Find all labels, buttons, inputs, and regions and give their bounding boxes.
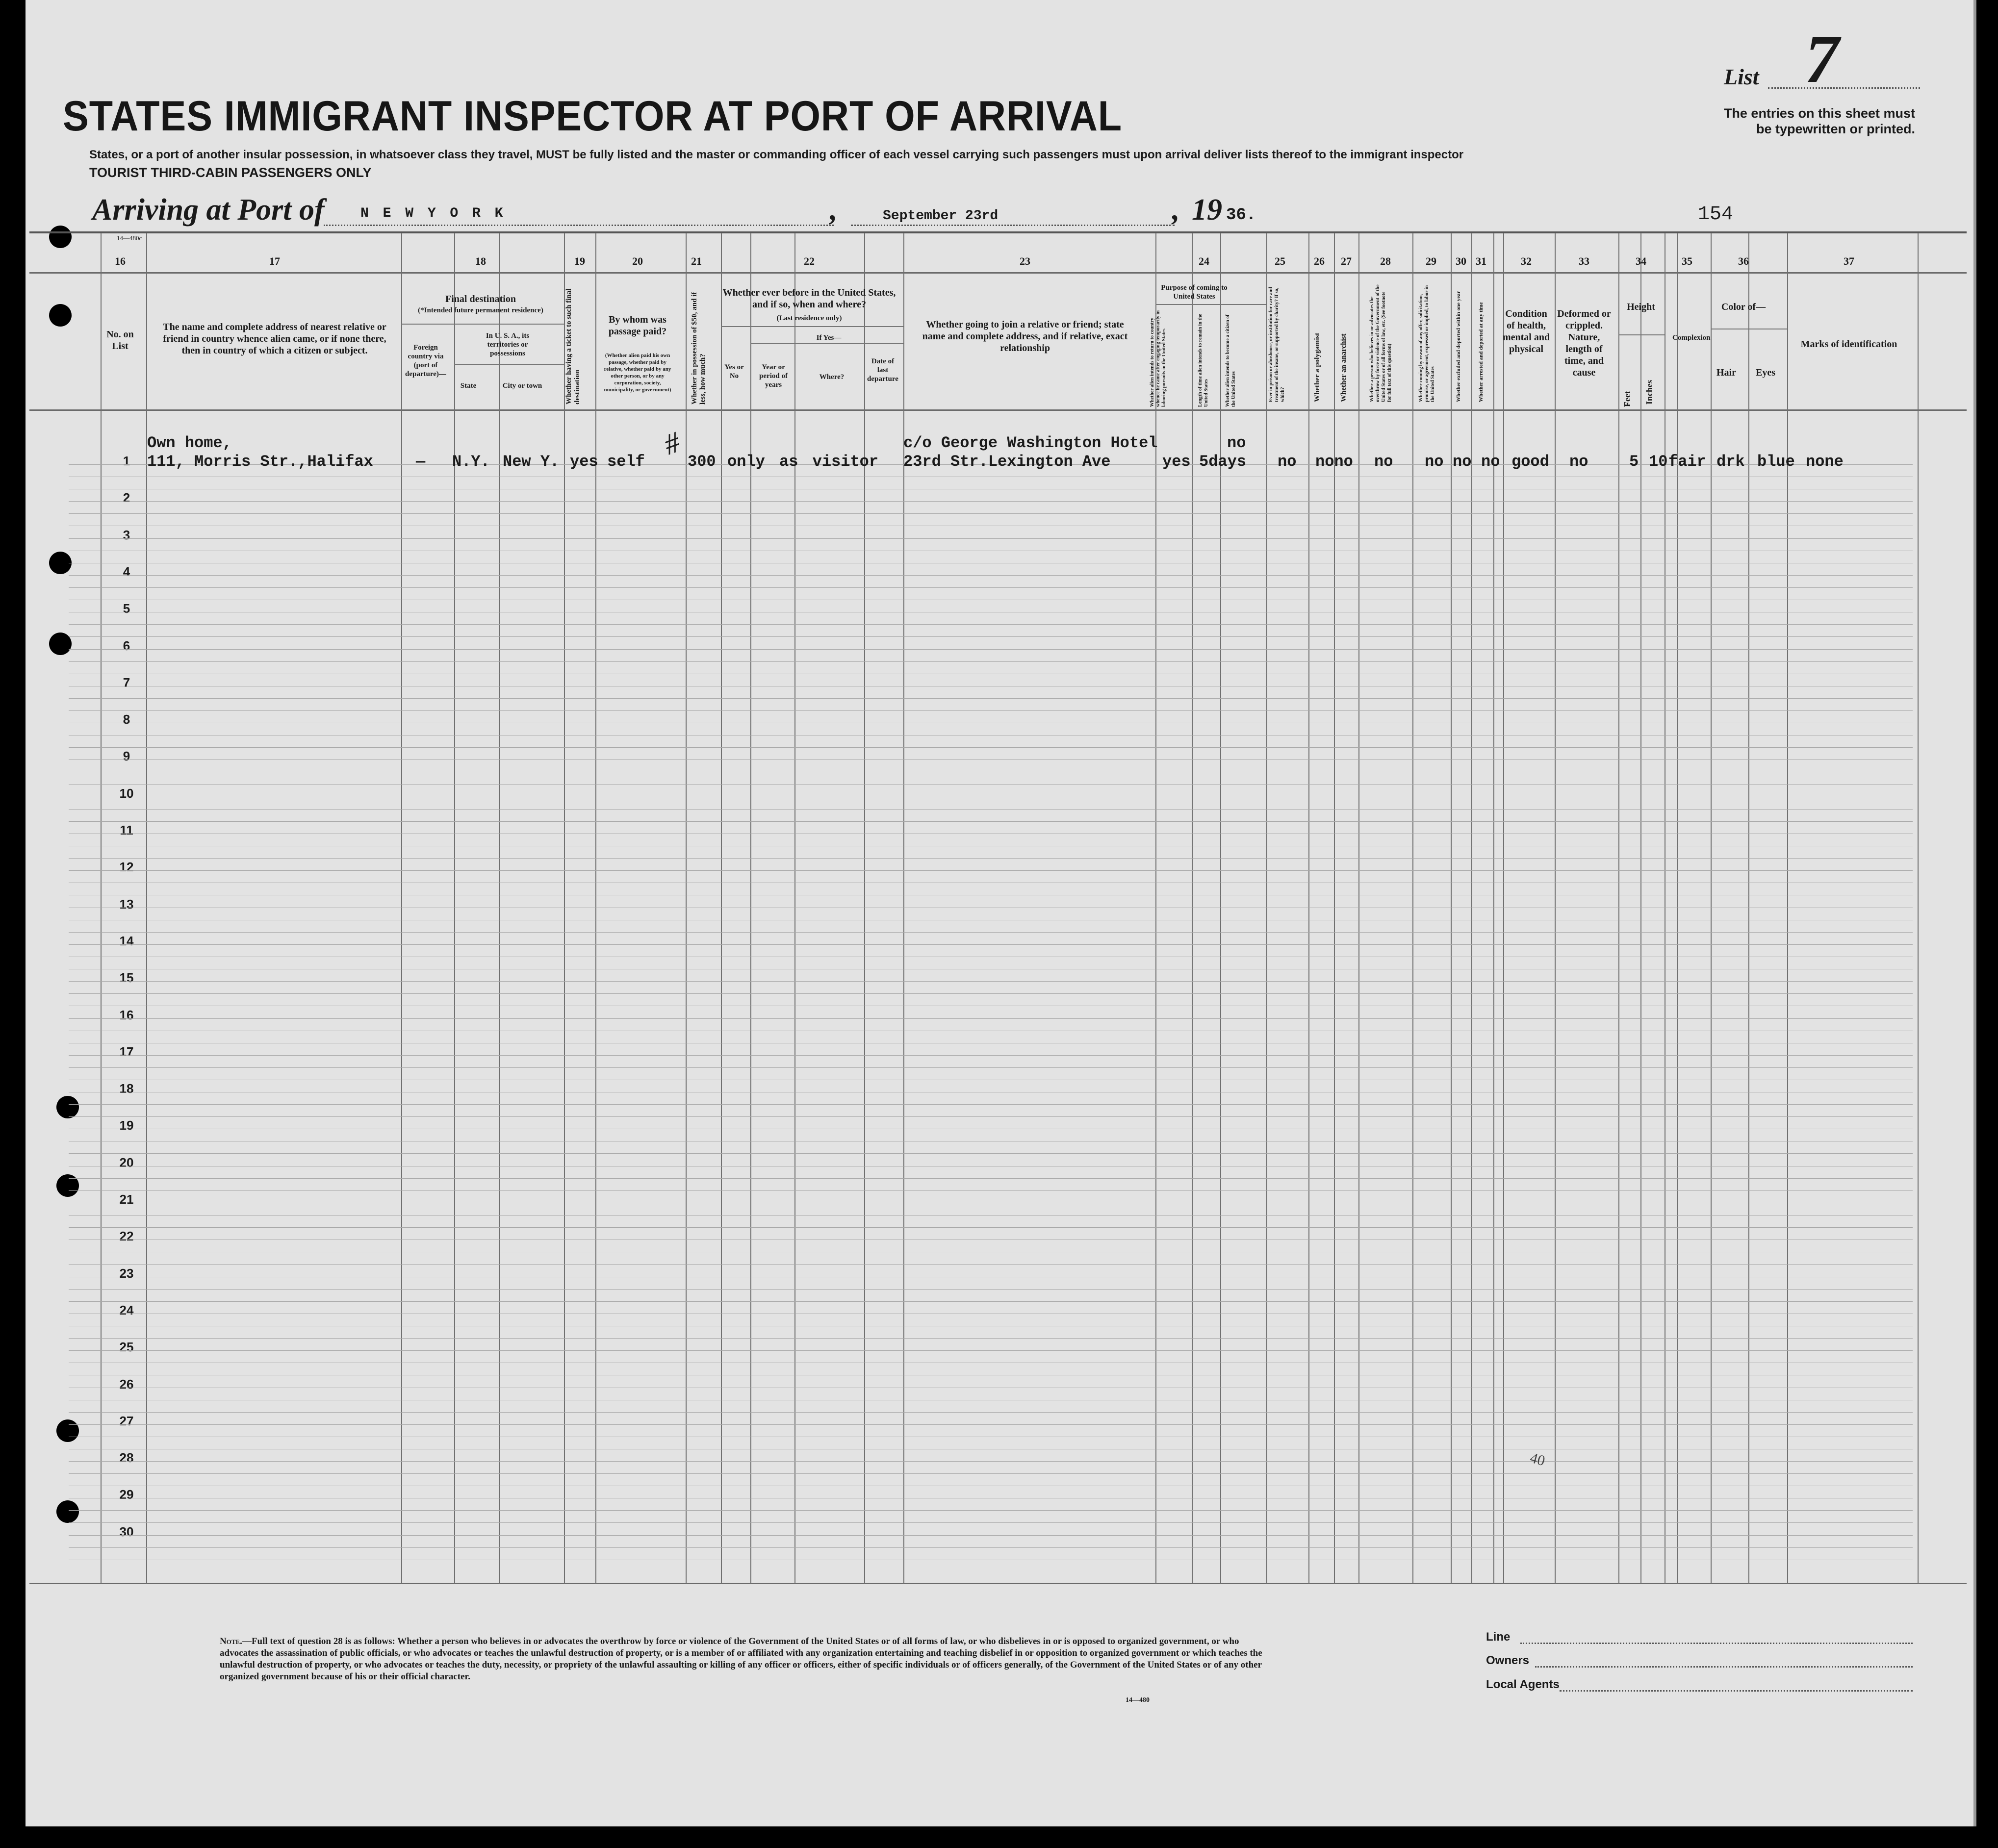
form-code-bottom: 14—480 <box>1126 1696 1150 1704</box>
header-health: Condition of health, mental and physical <box>1502 308 1550 354</box>
money-value: 300 <box>688 453 716 471</box>
column-divider <box>1618 233 1619 1584</box>
header-purpose-return: Whether alien intends to return to country whence he came after engaging temporarily in laboring pursuits in the United States <box>1150 310 1167 407</box>
form-instruction: States, or a port of another insular possession, in whatsoever class they travel, MUST be fully listed and the master or commanding officer of each vessel carrying such passengers must upon arrival deliver lists thereof to the immigrant inspector <box>89 148 1464 161</box>
ruling-line <box>69 981 1913 982</box>
column-number: 33 <box>1579 255 1589 267</box>
column-number: 25 <box>1275 255 1285 267</box>
column-divider <box>864 233 865 1584</box>
relative-address-line1: Own home, <box>147 434 232 452</box>
header-city: City or town <box>502 382 542 390</box>
column-divider <box>454 233 455 1584</box>
ruling-line <box>69 587 1913 588</box>
header-arrested: Whether arrested and deported at any time <box>1478 302 1484 402</box>
ruling-line <box>69 513 1913 514</box>
ruling-line <box>69 1547 1913 1548</box>
hair-value: drk <box>1716 453 1745 471</box>
binder-hole <box>56 1500 79 1523</box>
binder-hole <box>56 1419 79 1442</box>
header-passage-paid-note: (Whether alien paid his own passage, whether paid by relative, whether paid by any other person, or by any corporation, society, municipality, or government) <box>604 353 671 393</box>
column-number: 35 <box>1682 255 1692 267</box>
header-anarchist: Whether an anarchist <box>1340 333 1348 402</box>
passage-paid-value: self <box>607 453 645 471</box>
column-divider <box>401 233 402 1584</box>
row-number: 1 <box>123 454 130 468</box>
header-year-period: Year or period of years <box>759 363 788 389</box>
row-number: 15 <box>119 970 134 986</box>
ruling-line <box>69 809 1913 810</box>
header-nearest-relative: The name and complete address of nearest relative or friend in country whence alien came, or if none there, then in country of which a citizen or subject. <box>163 322 386 356</box>
column-number: 24 <box>1199 255 1209 267</box>
ruling-line <box>69 1510 1913 1511</box>
row-number: 4 <box>123 564 130 579</box>
column-divider <box>1493 233 1494 1584</box>
row-number: 28 <box>119 1450 134 1466</box>
ruling-line <box>69 501 1913 502</box>
header-ticket: Whether having a ticket to such final destination <box>565 288 581 405</box>
header-polygamist: Whether a polygamist <box>1313 332 1321 402</box>
height-inches-value: 10 <box>1649 453 1668 471</box>
column-divider <box>1308 233 1309 1584</box>
binder-hole <box>49 226 72 248</box>
ruling-line <box>69 575 1913 576</box>
city-value: New Y. <box>503 453 560 471</box>
header-passage-paid: By whom was passage paid? <box>608 314 667 337</box>
state-value: N.Y. <box>452 453 490 471</box>
ruling-line <box>69 1055 1913 1056</box>
binder-hole <box>49 633 72 655</box>
ruling-line <box>69 1535 1913 1536</box>
column-number: 34 <box>1636 255 1646 267</box>
ruling-line <box>69 1522 1913 1523</box>
column-divider <box>564 233 565 1584</box>
header-marks: Marks of identification <box>1800 339 1897 350</box>
row-number: 24 <box>119 1302 134 1317</box>
header-purpose-length: Length of time alien intends to remain in the United States <box>1198 314 1209 407</box>
row-number: 11 <box>120 823 133 837</box>
row-number: 25 <box>119 1340 134 1355</box>
column-divider <box>721 233 722 1584</box>
prison-value: no <box>1278 453 1297 471</box>
row-number: 18 <box>119 1081 134 1096</box>
footnote-question-28: Note.—Full text of question 28 is as follows: Whether a person who believes in or advocates the overthrow by force or violence of the Government of the United States or of all forms of law, or who disbelieves in or is opposed to organized government, or who advocates the assassination of public officials, or who advocates or teaches the unlawful destruction of property, or is a member of or affiliated with any organization entertaining and teaching disbelief in or opposition to organized government or which teaches the unlawful destruction of property, or who advocates or teaches the duty, necessity, or propriety of the unlawful assaulting or killing of any officer or officers, either of specific individuals or of officers generally, of the Government of the United States or of any other organized government because of his or their official character. <box>220 1636 1262 1682</box>
header-eyes: Eyes <box>1756 367 1775 378</box>
header-excluded: Whether excluded and deported within one year <box>1456 291 1461 402</box>
column-divider <box>595 233 596 1584</box>
header-complexion: Complexion <box>1672 334 1711 342</box>
health-value: good <box>1511 453 1549 471</box>
column-divider <box>1471 233 1472 1584</box>
ruling-line <box>69 1338 1913 1339</box>
arrival-date: September 23rd <box>883 208 999 224</box>
column-number: 36 <box>1738 255 1749 267</box>
owners-label: Owners <box>1486 1654 1530 1667</box>
column-number: 37 <box>1844 255 1854 267</box>
column-number: 16 <box>115 255 126 267</box>
column-number: 19 <box>574 255 585 267</box>
ruling-line <box>69 710 1913 711</box>
row-number: 5 <box>123 601 130 616</box>
join-relative-line2: 23rd Str.Lexington Ave <box>903 453 1111 471</box>
form-code-top: 14—480c <box>117 234 142 242</box>
ruling-line <box>69 747 1913 748</box>
height-feet-value: 5 <box>1629 453 1639 471</box>
column-number: 30 <box>1456 255 1466 267</box>
column-number: 27 <box>1341 255 1352 267</box>
ruling-line <box>69 1289 1913 1290</box>
marks-value: none <box>1806 453 1844 471</box>
ruling-line <box>69 1104 1913 1105</box>
ruling-line <box>69 1412 1913 1413</box>
header-possession-50: Whether in possession of $50, and if less, how much? <box>691 292 707 405</box>
row-number: 13 <box>119 896 134 911</box>
header-ever-before: Whether ever before in the United States, and if so, when and where? <box>722 287 896 310</box>
column-divider <box>1787 233 1788 1584</box>
excluded-value: no <box>1453 453 1472 471</box>
row-number: 21 <box>119 1192 134 1207</box>
line-label: Line <box>1486 1630 1511 1644</box>
ruling-line <box>69 1190 1913 1191</box>
pencil-mark: 40 <box>1528 1449 1547 1469</box>
header-if-yes: If Yes— <box>816 334 842 342</box>
ruling-line <box>69 661 1913 662</box>
binder-hole <box>49 304 72 327</box>
row-number: 19 <box>119 1118 134 1133</box>
column-number: 28 <box>1380 255 1391 267</box>
arriving-label: Arriving at Port of <box>92 193 325 227</box>
ruling-line <box>69 1264 1913 1265</box>
foreign-country-value: — <box>416 453 426 471</box>
list-number: 7 <box>1805 21 1839 97</box>
ruling-line <box>69 1350 1913 1351</box>
header-in-usa: In U. S. A., its territories or possessions <box>486 332 530 357</box>
row-number: 29 <box>119 1487 134 1502</box>
ruling-line <box>69 993 1913 994</box>
column-number: 18 <box>475 255 486 267</box>
ruling-line <box>69 1424 1913 1425</box>
column-divider <box>499 233 500 1584</box>
column-divider <box>794 233 795 1584</box>
ruling-line <box>69 649 1913 650</box>
intends-citizen-value: no <box>1227 434 1246 452</box>
column-divider <box>1555 233 1556 1584</box>
ruling-line <box>69 784 1913 785</box>
row-number: 10 <box>119 785 134 801</box>
column-divider <box>1220 233 1221 1584</box>
row-number: 16 <box>119 1007 134 1022</box>
ruling-line <box>69 870 1913 871</box>
column-divider <box>1334 233 1335 1584</box>
header-deformed: Deformed or crippled. Nature, length of time, and cause <box>1557 308 1611 378</box>
row-number: 30 <box>119 1524 134 1539</box>
ruling-line <box>69 944 1913 945</box>
deformed-value: no <box>1569 453 1588 471</box>
row-number: 9 <box>123 749 130 764</box>
purpose-return-value: yes <box>1162 453 1191 471</box>
column-divider <box>1412 233 1413 1584</box>
passenger-class: TOURIST THIRD-CABIN PASSENGERS ONLY <box>89 165 372 180</box>
header-color-of: Color of— <box>1721 302 1766 312</box>
header-purpose: Purpose of coming to United States <box>1161 284 1228 301</box>
ruling-line <box>69 1116 1913 1117</box>
row-number: 7 <box>123 675 130 690</box>
column-divider <box>101 233 102 1584</box>
column-number: 21 <box>691 255 702 267</box>
ruling-line <box>69 636 1913 637</box>
port-name: N E W Y O R K <box>360 206 506 221</box>
column-number: 26 <box>1314 255 1325 267</box>
header-foreign-country: Foreign country via (port of departure)— <box>405 344 446 378</box>
header-date-last-departure: Date of last departure <box>867 357 898 383</box>
ruling-line <box>69 759 1913 760</box>
row-number: 26 <box>119 1376 134 1392</box>
column-number: 32 <box>1521 255 1532 267</box>
ruling-line <box>69 1473 1913 1474</box>
column-divider <box>1503 233 1504 1584</box>
relative-address-line2: 111, Morris Str.,Halifax <box>147 453 373 471</box>
row-number: 12 <box>119 860 134 875</box>
ruling-line <box>69 858 1913 859</box>
sheet-number: 154 <box>1698 203 1734 226</box>
ruling-line <box>69 1178 1913 1179</box>
binder-hole <box>56 1096 79 1118</box>
column-divider <box>1640 233 1641 1584</box>
column-number: 17 <box>269 255 280 267</box>
overthrow-value: no <box>1374 453 1393 471</box>
header-purpose-citizen: Whether alien intends to become a citizen of the United States <box>1225 314 1236 407</box>
column-number: 20 <box>632 255 643 267</box>
year-suffix: 36. <box>1226 206 1256 225</box>
header-last-residence: (Last residence only) <box>776 314 842 322</box>
header-prison-charity: Ever in prison or almshouse, or institution for care and treatment of the insane, or supported by charity? If so, which? <box>1268 287 1285 402</box>
column-number: 29 <box>1426 255 1436 267</box>
ruling-line <box>69 1227 1913 1228</box>
complexion-value: fair <box>1668 453 1706 471</box>
row-number: 3 <box>123 527 130 542</box>
header-hair: Hair <box>1716 367 1736 378</box>
column-divider <box>750 233 751 1584</box>
ruling-line <box>69 1067 1913 1068</box>
ruling-line <box>69 1018 1913 1019</box>
row-number: 22 <box>119 1229 134 1244</box>
form-title: STATES IMMIGRANT INSPECTOR AT PORT OF ARRIVAL <box>63 93 1123 140</box>
header-labor-offer: Whether coming by reason of any offer, solicitation, promise, or agreement, expressed or implied, to labor in the United States <box>1418 285 1435 402</box>
column-number: 22 <box>804 255 815 267</box>
header-where: Where? <box>819 373 845 381</box>
column-number: 31 <box>1476 255 1486 267</box>
column-divider <box>1192 233 1193 1584</box>
typewritten-note: The entries on this sheet must be typewritten or printed. <box>1723 106 1915 136</box>
header-state: State <box>460 382 477 390</box>
ruling-line <box>69 1461 1913 1462</box>
ruling-line <box>69 1153 1913 1154</box>
row-number: 20 <box>119 1155 134 1170</box>
column-number: 23 <box>1020 255 1030 267</box>
eyes-value: blue <box>1757 453 1795 471</box>
header-final-destination: Final destination <box>445 294 516 304</box>
ruling-line <box>69 821 1913 822</box>
header-final-destination-note: (*Intended future permanent residence) <box>418 306 543 314</box>
row-number: 27 <box>119 1413 134 1428</box>
row-number: 17 <box>119 1044 134 1059</box>
handwritten-mark: # <box>659 425 685 461</box>
manifest-sheet <box>26 0 1976 1826</box>
header-feet: Feet <box>1622 391 1632 407</box>
column-divider <box>1918 233 1919 1584</box>
local-agents-label: Local Agents <box>1486 1678 1560 1691</box>
ruling-line <box>69 698 1913 699</box>
row-number: 8 <box>123 712 130 727</box>
column-divider <box>1748 233 1749 1584</box>
column-divider <box>1451 233 1452 1584</box>
header-join-relative: Whether going to join a relative or friend; state name and complete address, and if relative, exact relationship <box>922 319 1128 354</box>
arrested-value: no <box>1481 453 1500 471</box>
ever-before-value: only as visitor <box>727 453 879 471</box>
row-number: 2 <box>123 490 130 506</box>
row-number: 14 <box>119 933 134 948</box>
join-relative-line1: c/o George Washington Hotel <box>903 434 1158 452</box>
ruling-line <box>69 932 1913 933</box>
ruling-line <box>69 1301 1913 1302</box>
ruling-line <box>69 538 1913 539</box>
year-prefix: 19 <box>1192 193 1222 227</box>
polygamist-anarchist-value: nono <box>1315 453 1353 471</box>
header-inches: Inches <box>1644 380 1654 405</box>
header-no-on-list: No. on List <box>106 329 134 352</box>
column-divider <box>1266 233 1267 1584</box>
row-number: 23 <box>119 1266 134 1281</box>
column-divider <box>686 233 687 1584</box>
ticket-value: yes <box>570 453 598 471</box>
header-height: Height <box>1627 302 1655 312</box>
length-of-stay-value: 5days <box>1199 453 1247 471</box>
column-divider <box>1711 233 1712 1584</box>
list-label: List <box>1724 64 1759 89</box>
row-number: 6 <box>123 638 130 653</box>
column-divider <box>1677 233 1678 1584</box>
labor-offer-value: no <box>1425 453 1444 471</box>
header-overthrow: Whether a person who believes in or advocates the overthrow by force or violence of the Government of the United States or of all forms of law, etc. (See footnote for full text of this question) <box>1369 284 1392 402</box>
ruling-line <box>69 624 1913 625</box>
column-divider <box>1358 233 1359 1584</box>
header-yes-or-no: Yes or No <box>724 363 744 380</box>
